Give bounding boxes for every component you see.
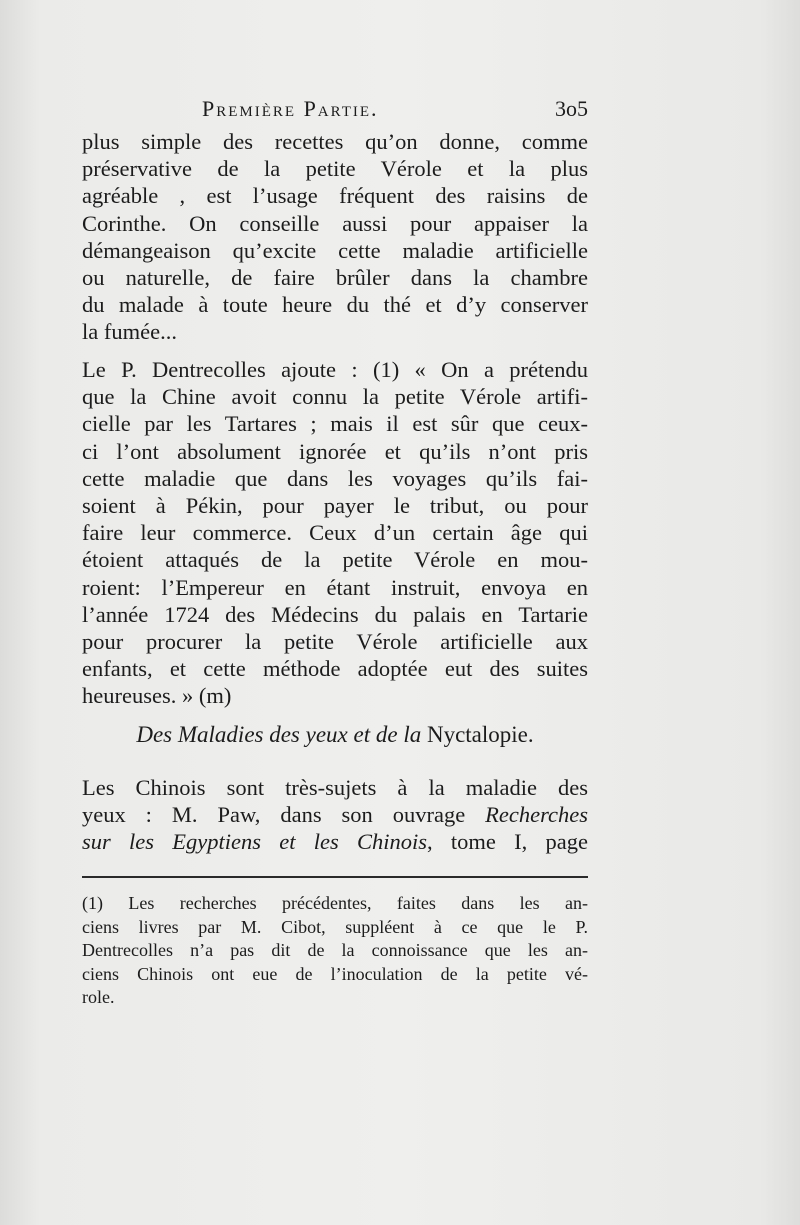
text-line — [82, 828, 588, 855]
text-line: Corinthe. On conseille aussi pour appaiser la — [82, 210, 588, 236]
text-line: roient: l’Empereur en étant instruit, envoya en — [82, 574, 588, 600]
text-line: soient à Pékin, pour payer le tribut, ou pour — [82, 492, 588, 518]
page-number: 3o5 — [555, 96, 588, 121]
section-heading-italic: Des Maladies des yeux et de la — [136, 722, 422, 747]
text-line: l’année 1724 des Médecins du palais en Tartarie — [82, 601, 588, 627]
running-head — [82, 96, 588, 126]
footnote-line: (1) Les recherches précédentes, faites dans les an- — [82, 893, 588, 913]
text-span: , tome I, page — [427, 829, 588, 855]
text-line: préservative de la petite Vérole et la plus — [82, 156, 588, 182]
text-line: agréable , est l’usage fréquent des raisins de — [82, 183, 588, 209]
section-heading — [82, 720, 588, 750]
paragraph-1 — [82, 128, 588, 346]
footnote-line: ciens Chinois ont eue de l’inoculation de la petite vé- — [82, 963, 588, 984]
text-line: faire leur commerce. Ceux d’un certain âge qui — [82, 520, 588, 546]
text-span: yeux : M. Paw, dans son ouvrage — [82, 802, 466, 828]
footnote-line: ciens livres par M. Cibot, suppléent à ce que le P. — [82, 916, 588, 937]
footnote-rule — [82, 876, 588, 878]
text-line: la fumée... — [82, 319, 177, 345]
footnote — [82, 892, 588, 1010]
text-line: cette maladie que dans les voyages qu’ils fai- — [82, 465, 588, 491]
running-head-title: Première Partie. — [202, 96, 379, 121]
footnote-line: role. — [82, 987, 115, 1008]
text-line: cielle par les Tartares ; mais il est sûr que ceux- — [82, 411, 588, 437]
text-line: Le P. Dentrecolles ajoute : (1) « On a prétendu — [82, 357, 588, 382]
book-title-italic: sur les Egyptiens et les Chinois — [82, 829, 428, 855]
text-line: Les Chinois sont très-sujets à la maladie des — [82, 775, 588, 800]
book-title-italic: Recherches — [485, 802, 589, 828]
footnote-line: Dentrecolles n’a pas dit de la connoissance que les an- — [82, 940, 588, 961]
text-line: ci l’ont absolument ignorée et qu’ils n’ont pris — [82, 438, 588, 464]
text-line: pour procurer la petite Vérole artificielle aux — [82, 628, 588, 654]
paragraph-2 — [82, 356, 588, 709]
paragraph-3 — [82, 774, 588, 856]
text-line: plus simple des recettes qu’on donne, comme — [82, 129, 588, 154]
text-line: heureuses. » (m) — [82, 683, 232, 709]
section-heading-roman: Nyctalopie. — [426, 722, 534, 747]
text-line — [82, 801, 588, 828]
text-line: enfants, et cette méthode adoptée eut des suites — [82, 656, 588, 682]
text-line: du malade à toute heure du thé et d’y conserver — [82, 292, 588, 318]
text-line: ou naturelle, de faire brûler dans la chambre — [82, 264, 588, 290]
text-line: que la Chine avoit connu la petite Vérole artifi- — [82, 384, 588, 410]
text-line: démangeaison qu’excite cette maladie artificielle — [82, 237, 588, 263]
text-line: étoient attaqués de la petite Vérole en mou- — [82, 547, 588, 573]
